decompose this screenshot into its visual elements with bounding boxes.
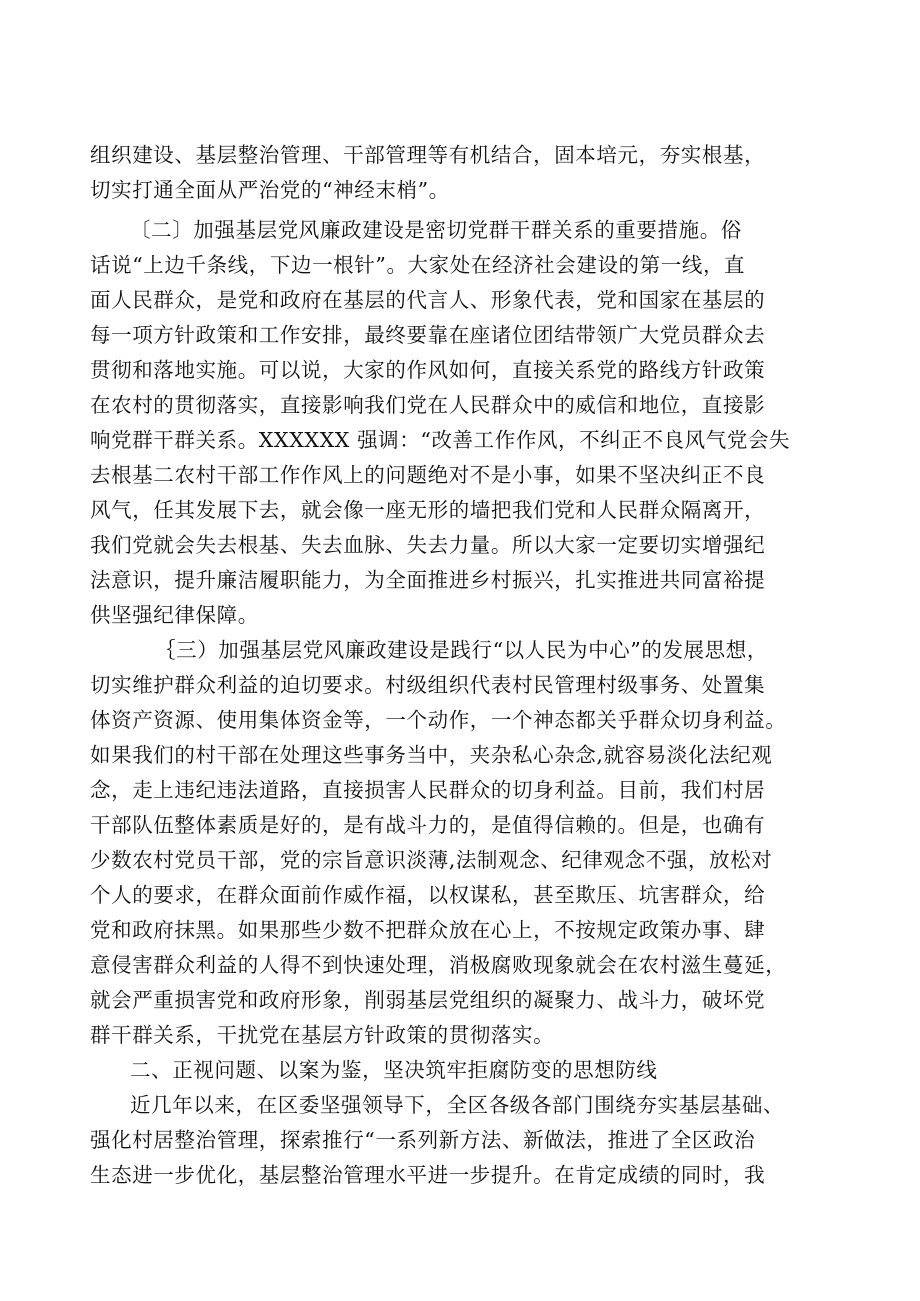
text-line: 面人民群众，是党和政府在基层的代言人、形象代表，党和国家在基层的 [90, 288, 766, 312]
text-line: 个人的要求，在群众面前作威作福，以权谋私，甚至欺压、坑害群众，给 [90, 883, 766, 907]
text-line: 强化村居整治管理，探索推行“一系列新方法、新做法，推进了全区政治 [90, 1128, 756, 1152]
text-line: 供坚强纪律保障。 [90, 603, 259, 627]
text-line: 意侵害群众利益的人得不到快速处理，消极腐败现象就会在农村滋生蔓延， [90, 953, 787, 977]
text-line: 每一项方针政策和工作安排，最终要靠在座诸位团结带领广大党员群众去 [90, 323, 766, 347]
text-line: 切实打通全面从严治党的“神经末梢”。 [90, 178, 450, 202]
text-line: 党和政府抹黑。如果那些少数不把群众放在心上，不按规定政策办事、肆 [90, 918, 766, 942]
chapter-heading-2: 二、正视问题、以案为鉴，坚决筑牢拒腐防变的思想防线 [130, 1058, 658, 1082]
text-line: 就会严重损害党和政府形象，削弱基层党组织的凝聚力、战斗力，破坏党 [90, 988, 766, 1012]
text-line: 法意识，提升廉洁履职能力，为全面推进乡村振兴，扎实推进共同富裕提 [90, 568, 766, 592]
text-line: 在农村的贯彻落实，直接影响我们党在人民群众中的威信和地位，直接影 [90, 393, 766, 417]
text-line: 少数农村党员干部，党的宗旨意识淡薄,法制观念、纪律观念不强，放松对 [90, 848, 773, 872]
text-line: 风气，任其发展下去，就会像一座无形的墙把我们党和人民群众隔离开， [90, 498, 766, 522]
text-line: 如果我们的村干部在处理这些事务当中，夹杂私心杂念,就容易淡化法纪观 [90, 743, 773, 767]
text-line: 响党群干群关系。XXXXXX 强调：“改善工作作风，不纠正不良风气党会失 [90, 428, 791, 452]
text-line: 我们党就会失去根基、失去血脉、失去力量。所以大家一定要切实增强纪 [90, 533, 766, 557]
text-line: 切实维护群众利益的迫切要求。村级组织代表村民管理村级事务、处置集 [90, 673, 766, 697]
text-line: 组织建设、基层整治管理、干部管理等有机结合，固本培元，夯实根基， [90, 143, 766, 167]
text-line: 话说“上边千条线，下边一根针”。大家处在经济社会建设的第一线，直 [90, 253, 746, 277]
text-line: 念，走上违纪违法道路，直接损害人民群众的切身利益。目前，我们村居 [90, 778, 766, 802]
text-line: 干部队伍整体素质是好的，是有战斗力的，是值得信赖的。但是，也确有 [90, 813, 766, 837]
text-line: 贯彻和落地实施。可以说，大家的作风如何，直接关系党的路线方针政策 [90, 358, 766, 382]
text-line: 去根基二农村干部工作作风上的问题绝对不是小事，如果不坚决纠正不良 [90, 463, 766, 487]
section-heading-2: 〔二〕加强基层党风廉政建设是密切党群干群关系的重要措施。俗 [130, 218, 742, 242]
section-heading-3: ｛三）加强基层党风廉政建设是践行“以人民为中心”的发展思想， [155, 638, 768, 662]
text-line: 体资产资源、使用集体资金等，一个动作，一个神态都关乎群众切身利益。 [90, 708, 787, 732]
text-line: 生态进一步优化，基层整治管理水平进一步提升。在肯定成绩的同时，我 [90, 1163, 766, 1187]
text-line: 近几年以来，在区委坚强领导下，全区各级各部门围绕夯实基层基础、 [130, 1093, 785, 1117]
text-line: 群干群关系，干扰党在基层方针政策的贯彻落实。 [90, 1023, 555, 1047]
